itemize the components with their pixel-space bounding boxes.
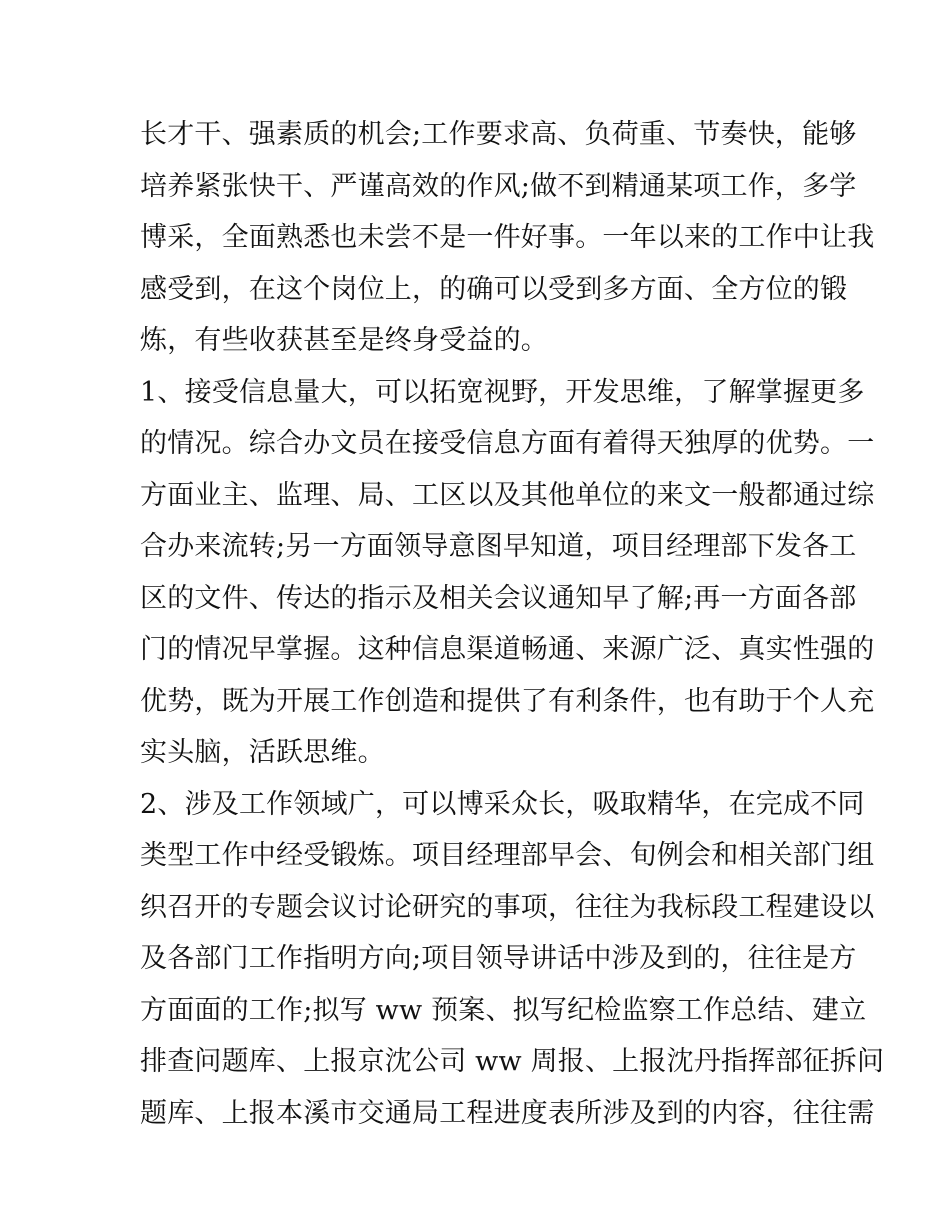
text-line: 博采，全面熟悉也未尝不是一件好事。一年以来的工作中让我: [140, 222, 875, 253]
text-line: 织召开的专题会议讨论研究的事项，往往为我标段工程建设以: [140, 891, 875, 923]
text-line: 炼，有些收获甚至是终身受益的。: [140, 325, 548, 356]
text-line: 感受到，在这个岗位上，的确可以受到多方面、全方位的锻: [140, 273, 848, 305]
text-line: 1、接受信息量大，可以拓宽视野，开发思维，了解掌握更多: [140, 376, 865, 408]
text-line: 题库、上报本溪市交通局工程进度表所涉及到的内容，往往需: [140, 1097, 875, 1129]
text-line: 方面业主、监理、局、工区以及其他单位的来文一般都通过综: [140, 479, 875, 511]
text-line: 门的情况早掌握。这种信息渠道畅通、来源广泛、真实性强的: [140, 634, 875, 665]
text-line: 培养紧张快干、严谨高效的作风;做不到精通某项工作，多学: [140, 170, 857, 202]
text-line: 2、涉及工作领域广，可以博采众长，吸取精华，在完成不同: [140, 788, 865, 820]
text-line: 区的文件、传达的指示及相关会议通知早了解;再一方面各部: [140, 582, 857, 614]
text-line: 类型工作中经受锻炼。项目经理部早会、旬例会和相关部门组: [140, 840, 875, 871]
body-text: [140, 109, 885, 1139]
text-line: 及各部门工作指明方向;项目领导讲话中涉及到的，往往是方: [140, 943, 857, 974]
text-line: 方面面的工作;拟写 ww 预案、拟写纪检监察工作总结、建立: [140, 994, 867, 1026]
text-line: 实头脑，活跃思维。: [140, 737, 385, 768]
text-line: 优势，既为开展工作创造和提供了有利条件，也有助于个人充: [140, 685, 875, 717]
text-line: 合办来流转;另一方面领导意图早知道，项目经理部下发各工: [140, 531, 857, 562]
text-line: 排查问题库、上报京沈公司 ww 周报、上报沈丹指挥部征拆问: [140, 1046, 885, 1077]
text-line: 的情况。综合办文员在接受信息方面有着得天独厚的优势。一: [140, 428, 875, 459]
text-line: 长才干、强素质的机会;工作要求高、负荷重、节奏快，能够: [140, 119, 857, 150]
